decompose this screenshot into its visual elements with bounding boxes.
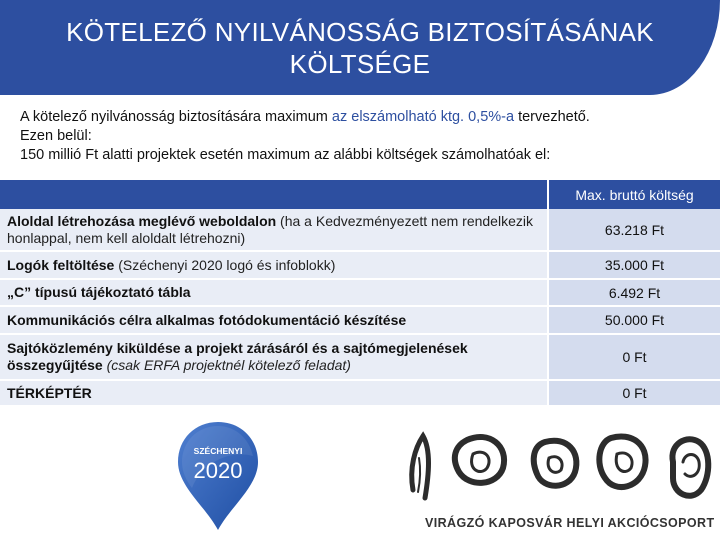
row-cost: 35.000 Ft (548, 251, 720, 279)
intro-line-1 (20, 108, 710, 127)
row-main: Kommunikációs célra alkalmas fotódokumentáció készítése (7, 311, 407, 328)
row-main: Aloldal létrehozása meglévő weboldalon (7, 212, 277, 229)
akcioscsoport-logo-graphic (405, 428, 715, 506)
logo-top-text: SZÉCHENYI (193, 446, 243, 456)
header-cost: Max. bruttó költség (548, 180, 720, 209)
row-description (0, 334, 548, 380)
row-main: Logók feltöltése (7, 256, 115, 273)
row-cost: 50.000 Ft (548, 306, 720, 334)
row-description (0, 279, 548, 306)
row-description (0, 209, 548, 251)
page-title-line1: KÖTELEZŐ NYILVÁNOSSÁG BIZTOSÍTÁSÁNAK (66, 16, 654, 47)
row-main: „C” típusú tájékoztató tábla (7, 284, 191, 300)
row-remark: (Széchenyi 2020 logó és infoblokk) (114, 256, 336, 273)
intro-line-1-pre: A kötelező nyilvánosság biztosítására maximum (20, 109, 332, 125)
row-cost: 0 Ft (548, 380, 720, 406)
row-main: TÉRKÉPTÉR (7, 384, 92, 401)
table-row (0, 251, 720, 279)
title-banner (0, 0, 720, 95)
row-main: Sajtóközlemény kiküldése a projekt zárásáról és a sajtómegjelenések összegyűjtése (7, 340, 468, 373)
row-cost: 63.218 Ft (548, 209, 720, 251)
table-row (0, 306, 720, 334)
logo-year-text: 2020 (193, 458, 243, 483)
row-remark: (csak ERFA projektnél kötelező feladat) (102, 357, 351, 373)
row-cost: 0 Ft (548, 334, 720, 380)
row-cost: 6.492 Ft (548, 279, 720, 306)
row-description (0, 251, 548, 279)
table-row (0, 380, 720, 406)
cost-table (0, 180, 720, 407)
table-row (0, 209, 720, 251)
intro-highlight: az elszámolható ktg. 0,5%-a (331, 109, 515, 125)
intro-line-3: 150 millió Ft alatti projektek esetén maximum az alábbi költségek számolhatóak el: (20, 147, 551, 163)
table-header-row (0, 180, 720, 209)
header-empty-cell (0, 180, 548, 209)
table-row (0, 279, 720, 306)
szechenyi-2020-logo (175, 420, 261, 532)
brand-name: VIRÁGZÓ KAPOSVÁR HELYI AKCIÓCSOPORT (425, 516, 715, 530)
intro-text (20, 108, 710, 165)
row-description (0, 306, 548, 334)
intro-line-2: Ezen belül: (20, 128, 92, 144)
intro-line-1-post: tervezhető. (514, 109, 590, 125)
table-row (0, 334, 720, 380)
page-title-line2: KÖLTSÉGE (289, 48, 431, 79)
row-remark: (ha a Kedvezményezett nem rendelkezik honlappal, nem kell aloldalt létrehozni) (7, 212, 533, 246)
row-description (0, 380, 548, 406)
